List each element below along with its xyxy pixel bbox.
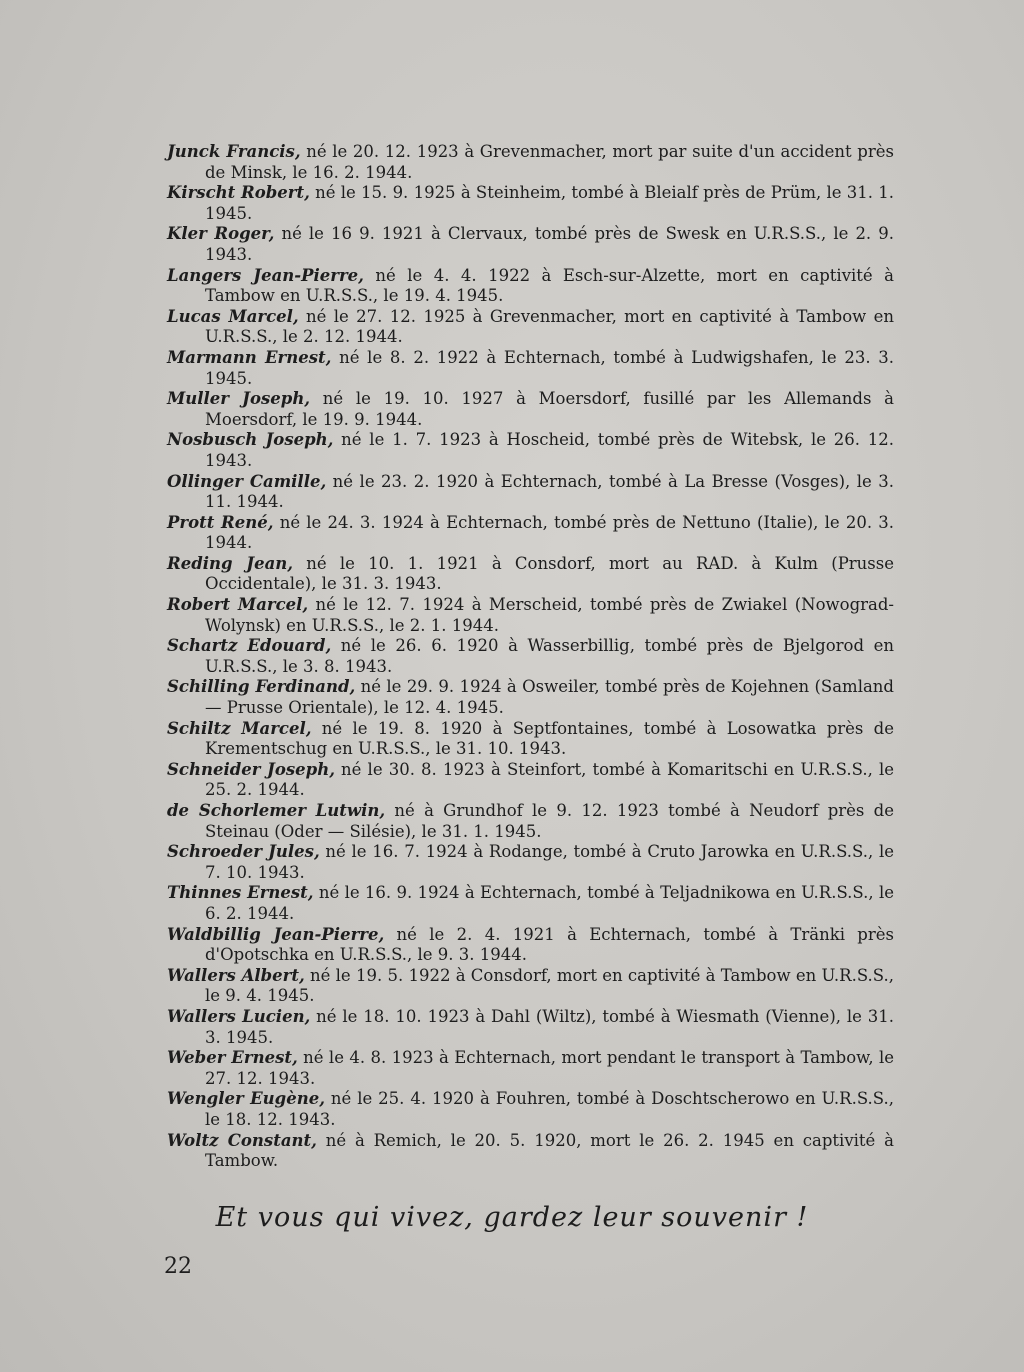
person-name: Langers Jean-Pierre, bbox=[167, 265, 364, 285]
entry-details: né le 4. 4. 1922 à Esch-sur-Alzette, mort en captivité à Tambow en U.R.S.S., le 19. 4. 1945. bbox=[205, 265, 894, 306]
person-name: Kirscht Robert, bbox=[167, 183, 310, 203]
list-item bbox=[167, 513, 894, 554]
entry-details: né le 19. 10. 1927 à Moersdorf, fusillé par les Allemands à Moersdorf, le 19. 9. 1944. bbox=[205, 389, 894, 429]
page-number: 22 bbox=[164, 1254, 192, 1279]
list-item bbox=[167, 266, 894, 307]
list-item bbox=[167, 1131, 894, 1172]
entry-details: né le 20. 12. 1923 à Grevenmacher, mort par suite d'un accident près de Minsk, le 16. 2. 1944. bbox=[205, 142, 894, 182]
entry-details: né le 25. 4. 1920 à Fouhren, tombé à Doschtscherowo en U.R.S.S., le 18. 12. 1943. bbox=[205, 1089, 894, 1129]
person-name: Muller Joseph, bbox=[167, 389, 311, 409]
list-item bbox=[167, 636, 894, 677]
person-name: Kler Roger, bbox=[167, 224, 275, 244]
person-name: Ollinger Camille, bbox=[167, 471, 327, 491]
person-name: Schartz Edouard, bbox=[167, 636, 332, 656]
entry-details: né le 12. 7. 1924 à Merscheid, tombé près de Zwiakel (Nowograd-Wolynsk) en U.R.S.S., le 2. 1. 1944. bbox=[205, 595, 894, 635]
person-name: Prott René, bbox=[167, 512, 274, 532]
person-name: Woltz Constant, bbox=[167, 1130, 317, 1150]
entry-details: né le 26. 6. 1920 à Wasserbillig, tombé près de Bjelgorod en U.R.S.S., le 3. 8. 1943. bbox=[205, 636, 894, 676]
memorial-list bbox=[167, 142, 894, 1172]
list-item bbox=[167, 348, 894, 389]
person-name: de Schorlemer Lutwin, bbox=[167, 801, 386, 820]
entry-details: né le 1. 7. 1923 à Hoscheid, tombé près de Witebsk, le 26. 12. 1943. bbox=[205, 430, 894, 470]
person-name: Marmann Ernest, bbox=[167, 347, 332, 367]
person-name: Schneider Joseph, bbox=[167, 759, 335, 779]
list-item bbox=[167, 307, 894, 348]
list-item bbox=[167, 883, 894, 924]
list-item bbox=[167, 430, 894, 471]
list-item bbox=[167, 224, 894, 265]
list-item bbox=[167, 472, 894, 513]
entry-details: né le 16. 7. 1924 à Rodange, tombé à Cruto Jarowka en U.R.S.S., le 7. 10. 1943. bbox=[205, 842, 895, 882]
entry-details: né le 19. 8. 1920 à Septfontaines, tombé à Losowatka près de Krementschug en U.R.S.S., le 31. 10. 1943. bbox=[205, 718, 895, 759]
list-item bbox=[167, 595, 894, 636]
person-name: Thinnes Ernest, bbox=[167, 883, 314, 903]
person-name: Waldbillig Jean-Pierre, bbox=[167, 924, 385, 944]
entry-details: né le 27. 12. 1925 à Grevenmacher, mort en captivité à Tambow en U.R.S.S., le 2. 12. 1944. bbox=[205, 306, 895, 347]
list-item bbox=[167, 801, 894, 842]
entry-details: né le 8. 2. 1922 à Echternach, tombé à Ludwigshafen, le 23. 3. 1945. bbox=[205, 347, 894, 388]
list-item bbox=[167, 554, 894, 595]
entry-details: né le 16 9. 1921 à Clervaux, tombé près de Swesk en U.R.S.S., le 2. 9. 1943. bbox=[205, 224, 894, 264]
person-name: Schroeder Jules, bbox=[167, 842, 320, 862]
entry-details: né le 23. 2. 1920 à Echternach, tombé à La Bresse (Vosges), le 3. 11. 1944. bbox=[205, 471, 894, 512]
entry-details: né le 2. 4. 1921 à Echternach, tombé à Tränki près d'Opotschka en U.R.S.S., le 9. 3. 1944. bbox=[205, 924, 894, 965]
list-item bbox=[167, 925, 894, 966]
list-item bbox=[167, 142, 894, 183]
person-name: Lucas Marcel, bbox=[167, 306, 299, 326]
entry-details: né le 15. 9. 1925 à Steinheim, tombé à Bleialf près de Prüm, le 31. 1. 1945. bbox=[205, 183, 895, 223]
list-item bbox=[167, 1048, 894, 1089]
list-item bbox=[167, 389, 894, 430]
person-name: Wengler Eugène, bbox=[167, 1089, 325, 1109]
entry-details: né le 10. 1. 1921 à Consdorf, mort au RAD. à Kulm (Prusse Occidentale), le 31. 3. 1943. bbox=[205, 553, 895, 594]
person-name: Weber Ernest, bbox=[167, 1048, 298, 1068]
person-name: Robert Marcel, bbox=[167, 595, 309, 615]
entry-details: né le 29. 9. 1924 à Osweiler, tombé près de Kojehnen (Samland — Prusse Orientale), le 12. 4. 1945. bbox=[205, 677, 894, 718]
entry-details: né à Remich, le 20. 5. 1920, mort le 26. 2. 1945 en captivité à Tambow. bbox=[205, 1130, 894, 1171]
closing-motto: Et vous qui vivez, gardez leur souvenir ! bbox=[215, 1202, 809, 1233]
list-item bbox=[167, 677, 894, 718]
entry-details: né le 19. 5. 1922 à Consdorf, mort en captivité à Tambow en U.R.S.S., le 9. 4. 1945. bbox=[205, 965, 894, 1006]
entry-details: né à Grundhof le 9. 12. 1923 tombé à Neudorf près de Steinau (Oder — Silésie), le 31. 1. 1945. bbox=[205, 801, 895, 841]
person-name: Schiltz Marcel, bbox=[167, 718, 312, 738]
list-item bbox=[167, 183, 894, 224]
entry-details: né le 16. 9. 1924 à Echternach, tombé à Teljadnikowa en U.R.S.S., le 6. 2. 1944. bbox=[205, 883, 894, 923]
list-item bbox=[167, 719, 894, 760]
list-item bbox=[167, 842, 894, 883]
person-name: Reding Jean, bbox=[167, 553, 294, 573]
person-name: Wallers Albert, bbox=[167, 965, 305, 985]
entry-details: né le 4. 8. 1923 à Echternach, mort pendant le transport à Tambow, le 27. 12. 1943. bbox=[205, 1048, 895, 1088]
list-item bbox=[167, 966, 894, 1007]
person-name: Wallers Lucien, bbox=[167, 1006, 311, 1026]
entry-details: né le 24. 3. 1924 à Echternach, tombé près de Nettuno (Italie), le 20. 3. 1944. bbox=[205, 512, 894, 553]
entry-details: né le 18. 10. 1923 à Dahl (Wiltz), tombé à Wiesmath (Vienne), le 31. 3. 1945. bbox=[205, 1006, 894, 1047]
person-name: Schilling Ferdinand, bbox=[167, 677, 356, 697]
list-item bbox=[167, 1007, 894, 1048]
person-name: Nosbusch Joseph, bbox=[167, 430, 334, 450]
person-name: Junck Francis, bbox=[167, 142, 301, 161]
list-item bbox=[167, 1089, 894, 1130]
list-item bbox=[167, 760, 894, 801]
entry-details: né le 30. 8. 1923 à Steinfort, tombé à Komaritschi en U.R.S.S., le 25. 2. 1944. bbox=[205, 759, 894, 800]
